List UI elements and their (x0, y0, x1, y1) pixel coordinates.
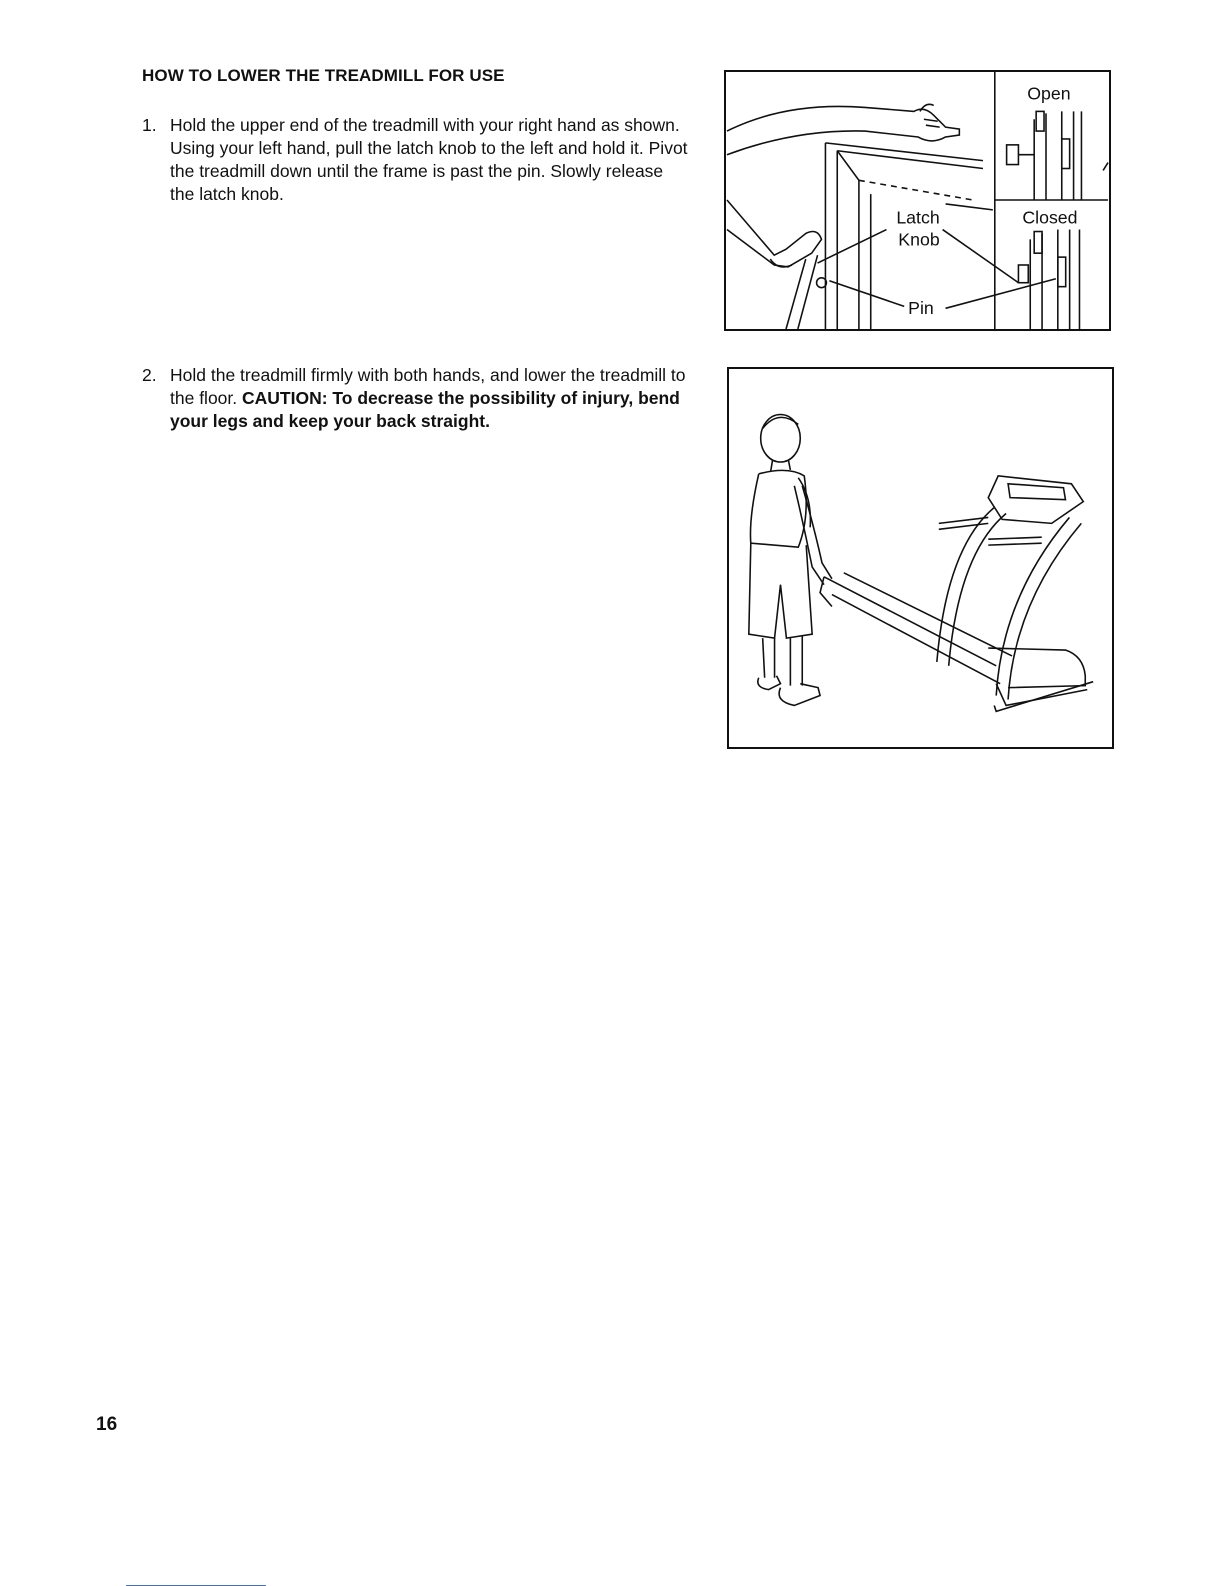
step-text: Hold the upper end of the treadmill with your right hand as shown. Using your left hand, pull the latch knob to the left and hold it. Pivot the treadmill down until the frame is past the pin. Slowly release the latch knob. (170, 115, 688, 204)
instruction-step-2 (142, 364, 687, 444)
label-open: Open (1027, 83, 1071, 104)
step-text-container (170, 364, 690, 433)
label-latch: Latch (896, 207, 940, 228)
latch-knob-illustration (724, 70, 1111, 331)
section-heading: HOW TO LOWER THE TREADMILL FOR USE (142, 66, 505, 85)
latch-knob-drawing (726, 72, 1109, 329)
step-number: 1. (142, 115, 157, 135)
caution-text: CAUTION: To decrease the possibility of injury, bend your legs and keep your back straight. (170, 388, 680, 431)
instruction-step-1 (142, 114, 687, 214)
label-knob: Knob (898, 229, 940, 250)
page-number: 16 (96, 1414, 118, 1435)
lowering-treadmill-illustration (727, 367, 1114, 749)
lowering-treadmill-drawing (729, 369, 1112, 747)
label-closed: Closed (1022, 207, 1078, 228)
step-number: 2. (142, 365, 157, 385)
step-text: Hold the treadmill firmly with both hands, and lower the treadmill to the floor. (170, 365, 686, 408)
label-pin: Pin (908, 298, 934, 319)
